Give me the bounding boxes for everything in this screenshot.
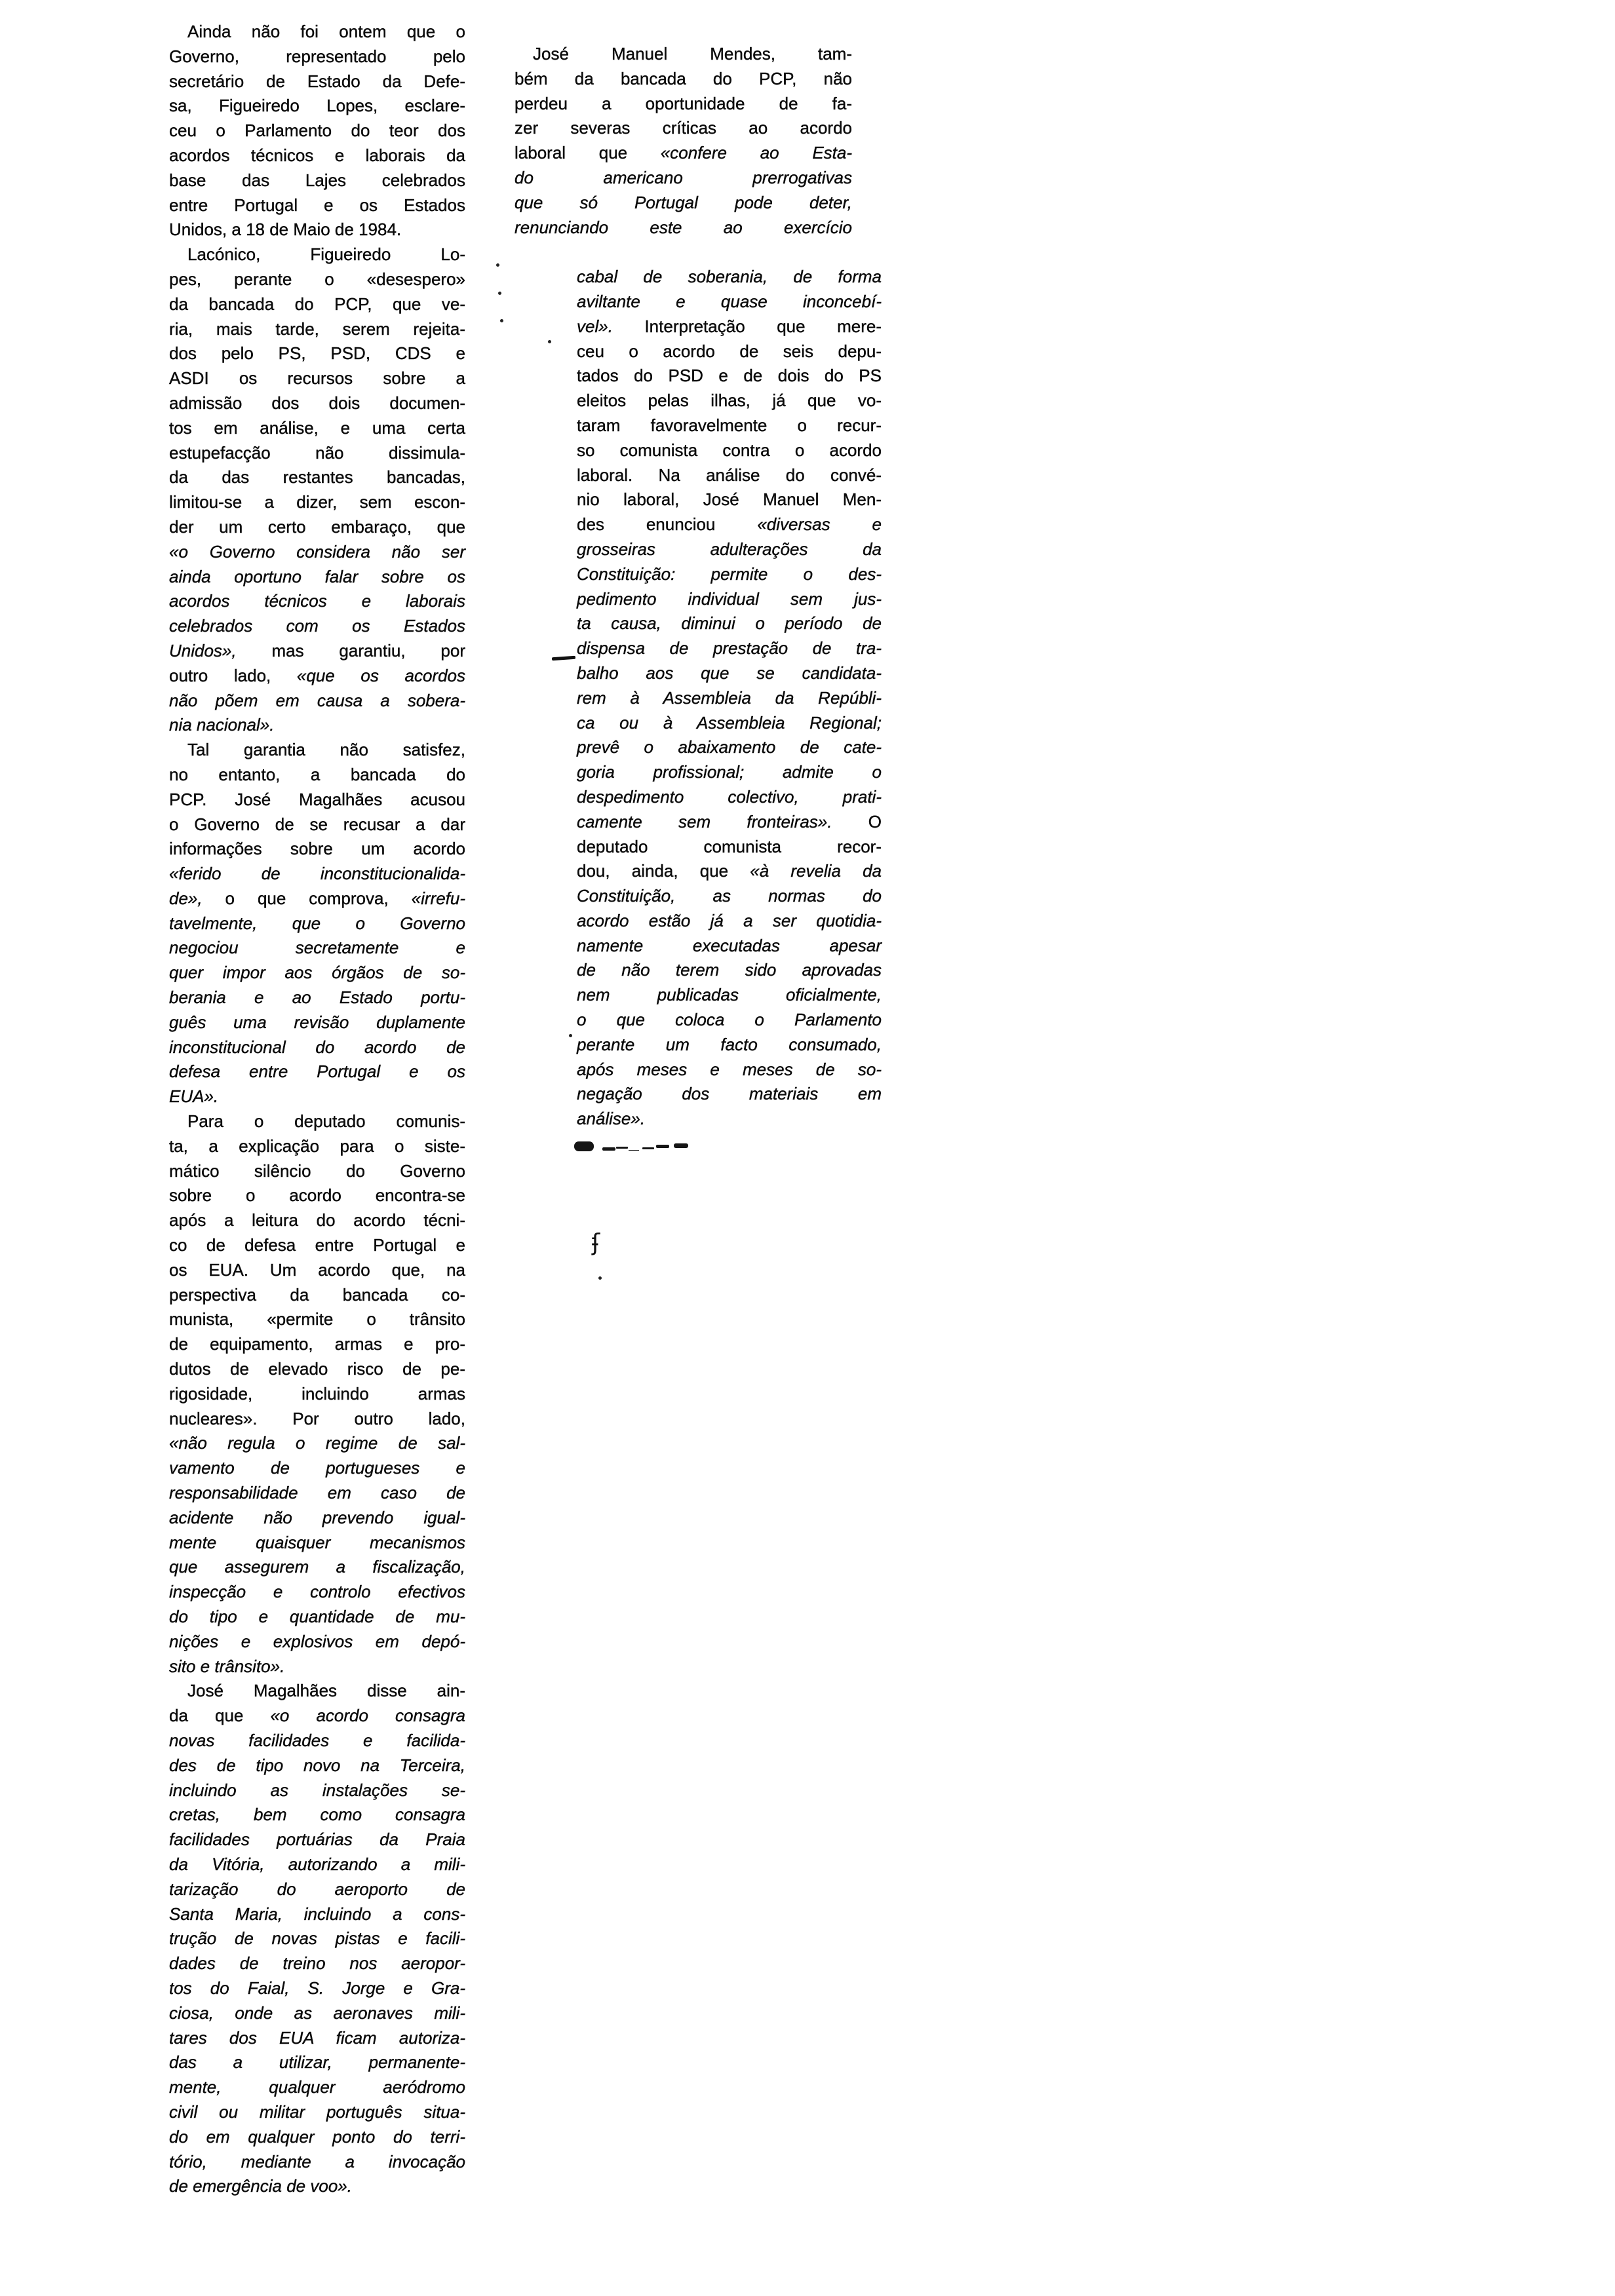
article-line	[169, 1877, 465, 1902]
article-line	[515, 67, 852, 92]
quoted-text: «irrefu-	[411, 888, 465, 908]
quoted-text: nem publicadas oficialmente,	[577, 985, 882, 1005]
paragraph	[169, 242, 465, 738]
article-line	[169, 961, 465, 985]
article-line	[577, 611, 882, 636]
body-text: so comunista contra o acordo	[577, 440, 882, 460]
quoted-text: renunciando este ao exercício	[515, 217, 852, 237]
article-line	[515, 191, 852, 216]
article-line	[169, 45, 465, 69]
quoted-text: o que coloca o Parlamento	[577, 1010, 882, 1030]
article-line	[169, 465, 465, 490]
body-text: base das Lajes celebrados	[169, 170, 465, 190]
article-line	[169, 763, 465, 788]
article-line	[169, 1655, 465, 1679]
article-line	[169, 862, 465, 887]
article-line	[169, 1357, 465, 1382]
article-line	[169, 2001, 465, 2026]
paragraph	[169, 1679, 465, 2199]
body-text: laboral que	[515, 143, 661, 163]
article-line	[169, 1035, 465, 1060]
quoted-text: «que os acordos	[296, 665, 465, 685]
body-text: da que	[169, 1706, 271, 1726]
quoted-text: acordo estão já a ser quotidia-	[577, 910, 882, 930]
article-line	[577, 859, 882, 884]
article-line	[577, 413, 882, 438]
body-text: no entanto, a bancada do	[169, 764, 465, 784]
article-line	[169, 168, 465, 193]
body-text: dos pelo PS, PSD, CDS e	[169, 343, 465, 364]
body-text: da bancada do PCP, que ve-	[169, 294, 465, 314]
article-line	[577, 884, 882, 909]
article-line	[169, 416, 465, 441]
article-line	[169, 614, 465, 639]
body-text: mático silêncio do Governo	[169, 1160, 465, 1181]
body-text: Tal garantia não satisfez,	[187, 740, 465, 760]
scan-speck	[498, 292, 501, 295]
quoted-text: Unidos»,	[169, 640, 237, 660]
article-line	[169, 911, 465, 936]
body-text: co de defesa entre Portugal e	[169, 1235, 465, 1255]
article-line	[515, 116, 852, 141]
article-line	[169, 1084, 465, 1109]
quoted-text: análise».	[577, 1109, 646, 1129]
article-line	[169, 2125, 465, 2150]
quoted-text: «confere ao Esta-	[660, 143, 852, 163]
article-line	[169, 1506, 465, 1531]
quoted-text: dispensa de prestação de tra-	[577, 638, 882, 659]
body-text: nio laboral, José Manuel Men-	[577, 489, 882, 510]
article-line	[577, 760, 882, 785]
quoted-text: inspecção e controlo efectivos	[169, 1582, 465, 1602]
article-line	[169, 1159, 465, 1184]
article-line	[515, 166, 852, 191]
quoted-text: «não regula o regime de sal-	[169, 1433, 465, 1453]
article-line	[169, 1307, 465, 1332]
article-line	[169, 1109, 465, 1134]
quoted-text: responsabilidade em caso de	[169, 1483, 465, 1503]
article-line	[515, 216, 852, 240]
quoted-text: tos do Faial, S. Jorge e Gra-	[169, 1978, 465, 1998]
article-line	[577, 562, 882, 587]
article-line	[169, 267, 465, 292]
article-line	[169, 1951, 465, 1976]
quoted-text: tavelmente, que o Governo	[169, 913, 465, 933]
article-line	[577, 364, 882, 389]
article-line	[169, 119, 465, 144]
article-line	[169, 441, 465, 466]
article-line	[169, 689, 465, 714]
paragraph	[169, 20, 465, 242]
quoted-text: que só Portugal pode deter,	[515, 192, 852, 212]
article-line	[577, 785, 882, 810]
body-text: Unidos, a 18 de Maio de 1984.	[169, 220, 402, 240]
article-line	[169, 2050, 465, 2075]
body-text: da das restantes bancadas,	[169, 467, 465, 488]
article-line	[169, 1555, 465, 1580]
article-line	[577, 339, 882, 364]
article-line	[169, 20, 465, 45]
article-line	[169, 490, 465, 515]
quoted-text: des de tipo novo na Terceira,	[169, 1755, 465, 1775]
article-line	[169, 1233, 465, 1258]
body-text: o Governo de se recusar a dar	[169, 814, 465, 834]
quoted-text: «à revelia da	[750, 861, 882, 881]
quoted-text: dades de treino nos aeropor-	[169, 1953, 465, 1974]
quoted-text: vamento de portugueses e	[169, 1458, 465, 1478]
quoted-text: ainda oportuno falar sobre os	[169, 566, 465, 586]
article-line	[169, 1729, 465, 1753]
scan-speck	[548, 340, 551, 343]
body-text: dutos de elevado risco de pe-	[169, 1359, 465, 1379]
article-line	[577, 315, 882, 339]
article-line	[169, 1258, 465, 1283]
quoted-text: guês uma revisão duplamente	[169, 1012, 465, 1032]
article-line	[169, 887, 465, 911]
article-line	[169, 1183, 465, 1208]
quoted-text: das a utilizar, permanente-	[169, 2052, 465, 2073]
quoted-text: «o Governo considera não ser	[169, 541, 465, 562]
quoted-text: «ferido de inconstitucionalida-	[169, 864, 465, 884]
quoted-text: de»,	[169, 888, 203, 908]
article-line	[169, 1580, 465, 1605]
article-line	[577, 1058, 882, 1082]
article-line	[577, 1107, 882, 1132]
scan-speck	[569, 1034, 572, 1037]
article-line	[169, 1332, 465, 1357]
article-line	[169, 985, 465, 1010]
article-line	[169, 1976, 465, 2001]
article-column-2	[515, 42, 882, 1132]
article-line	[169, 317, 465, 342]
article-line	[577, 661, 882, 686]
quoted-text: defesa entre Portugal e os	[169, 1062, 465, 1082]
quoted-text: não põem em causa a sobera-	[169, 690, 465, 710]
article-line	[169, 2026, 465, 2051]
article-line	[577, 636, 882, 661]
article-line	[169, 1134, 465, 1159]
body-text: Ainda não foi ontem que o	[187, 22, 465, 41]
article-line	[169, 2174, 465, 2199]
article-line	[577, 463, 882, 488]
article-line	[169, 391, 465, 416]
article-line	[577, 1033, 882, 1058]
article-line	[169, 1208, 465, 1233]
body-text: entre Portugal e os Estados	[169, 195, 465, 215]
body-text: perdeu a oportunidade de fa-	[515, 93, 852, 113]
article-line	[169, 2100, 465, 2125]
article-line	[515, 141, 852, 166]
article-line	[169, 837, 465, 862]
quoted-text: goria profissional; admite o	[577, 762, 882, 782]
article-line	[169, 738, 465, 763]
quoted-text: pedimento individual sem jus-	[577, 588, 882, 609]
article-column-1	[169, 20, 465, 2199]
quoted-text: do tipo e quantidade de mu-	[169, 1607, 465, 1626]
body-text: des enunciou	[577, 514, 758, 535]
quoted-text: acidente não prevendo igual-	[169, 1507, 465, 1527]
quoted-text: «o acordo consagra	[270, 1706, 466, 1726]
article-line	[169, 1803, 465, 1827]
quoted-text: despedimento colectivo, prati-	[577, 786, 882, 807]
body-text: bém da bancada do PCP, não	[515, 68, 852, 88]
quoted-text: incluindo as instalações se-	[169, 1780, 465, 1800]
article-line	[577, 735, 882, 760]
quoted-text: tarização do aeroporto de	[169, 1879, 465, 1899]
body-text: Governo, representado pelo	[169, 46, 465, 66]
article-line	[169, 69, 465, 94]
body-text: admissão dos dois documen-	[169, 392, 465, 413]
article-line	[577, 711, 882, 736]
article-line	[169, 713, 465, 738]
article-line	[577, 438, 882, 463]
article-line	[169, 1407, 465, 1432]
article-line	[169, 1010, 465, 1035]
scan-speck	[496, 263, 499, 267]
body-text: deputado comunista recor-	[577, 836, 882, 856]
body-text: perspectiva da bancada co-	[169, 1284, 465, 1305]
paragraph	[169, 738, 465, 1109]
scan-speck	[598, 1276, 602, 1280]
body-text: Para o deputado comunis-	[187, 1111, 465, 1132]
body-text: nucleares». Por outro lado,	[169, 1408, 465, 1428]
article-line	[169, 1827, 465, 1852]
article-line	[577, 389, 882, 413]
quoted-text: balho aos que se candidata-	[577, 662, 882, 683]
body-text: após a leitura do acordo técni-	[169, 1210, 465, 1231]
article-line	[169, 813, 465, 837]
article-line	[169, 144, 465, 168]
body-text: rigosidade, incluindo armas	[169, 1383, 465, 1404]
quoted-text: novas facilidades e facilida-	[169, 1730, 465, 1750]
body-text: sobre o acordo encontra-se	[169, 1185, 465, 1206]
article-line	[169, 1852, 465, 1877]
quoted-text: de emergência de voo».	[169, 2176, 352, 2196]
article-line	[169, 193, 465, 218]
quoted-text: aviltante e quase inconcebí-	[577, 291, 882, 311]
quoted-text: ciosa, onde as aeronaves mili-	[169, 2002, 465, 2023]
quoted-text: grosseiras adulterações da	[577, 539, 882, 559]
body-text: José Manuel Mendes, tam-	[533, 44, 852, 64]
article-line	[169, 2150, 465, 2175]
article-line	[169, 936, 465, 961]
body-text: laboral. Na análise do convé-	[577, 465, 882, 485]
quoted-text: cretas, bem como consagra	[169, 1805, 465, 1825]
body-text: limitou-se a dizer, sem escon-	[169, 492, 465, 512]
quoted-text: cabal de soberania, de forma	[577, 267, 882, 287]
article-line	[169, 2075, 465, 2100]
quoted-text: ta causa, diminui o período de	[577, 613, 882, 634]
body-text: ceu o acordo de seis depu-	[577, 341, 882, 361]
quoted-text: rem à Assembleia da Repúbli-	[577, 687, 882, 708]
quoted-text: nições e explosivos em depó-	[169, 1631, 465, 1651]
article-line	[169, 366, 465, 391]
body-text: acordos técnicos e laborais da	[169, 145, 465, 165]
quoted-text: Santa Maria, incluindo a cons-	[169, 1904, 465, 1924]
body-text: sa, Figueiredo Lopes, esclare-	[169, 96, 465, 116]
article-line	[169, 515, 465, 540]
article-line	[169, 1431, 465, 1456]
article-line	[169, 292, 465, 317]
quoted-text: acordos técnicos e laborais	[169, 591, 465, 611]
article-line	[169, 242, 465, 267]
quoted-text: tares dos EUA ficam autoriza-	[169, 2027, 465, 2048]
article-line	[169, 94, 465, 119]
quoted-text: Constituição: permite o des-	[577, 564, 882, 584]
body-text: ceu o Parlamento do teor dos	[169, 121, 465, 141]
body-text: dou, ainda, que	[577, 861, 750, 881]
body-text: zer severas críticas ao acordo	[515, 118, 852, 138]
article-line	[577, 934, 882, 959]
body-text: José Magalhães disse ain-	[187, 1681, 465, 1701]
quoted-text: civil ou militar português situa-	[169, 2101, 465, 2122]
body-text: secretário de Estado da Defe-	[169, 71, 465, 91]
article-line	[577, 512, 882, 537]
article-line	[577, 587, 882, 612]
quoted-text: do americano prerrogativas	[515, 167, 852, 187]
quoted-text: sito e trânsito».	[169, 1656, 285, 1676]
article-line	[577, 958, 882, 983]
article-line	[577, 1082, 882, 1107]
article-line	[169, 1630, 465, 1655]
article-line	[577, 265, 882, 290]
quoted-text: Constituição, as normas do	[577, 886, 882, 906]
quoted-text: EUA».	[169, 1086, 219, 1107]
quoted-text: namente executadas apesar	[577, 935, 882, 955]
quoted-text: mente, qualquer aeródromo	[169, 2077, 465, 2097]
body-text: taram favoravelmente o recur-	[577, 415, 882, 435]
article-line	[169, 1382, 465, 1407]
article-line	[515, 42, 852, 67]
quoted-text: ca ou à Assembleia Regional;	[577, 712, 882, 733]
body-text: Lacónico, Figueiredo Lo-	[187, 244, 465, 265]
article-line	[577, 686, 882, 711]
quoted-text: inconstitucional do acordo de	[169, 1037, 465, 1057]
quoted-text: celebrados com os Estados	[169, 616, 465, 636]
article-line	[169, 1926, 465, 1951]
article-line	[169, 1902, 465, 1927]
article-line	[169, 788, 465, 813]
article-line	[169, 1481, 465, 1506]
body-text: tos em análise, e uma certa	[169, 417, 465, 438]
quoted-text: do em qualquer ponto do terri-	[169, 2126, 465, 2147]
quoted-text: da Vitória, autorizando a mili-	[169, 1854, 465, 1874]
paragraph-gap	[515, 240, 852, 265]
article-line	[169, 1778, 465, 1803]
article-line	[577, 810, 882, 835]
quoted-text: berania e ao Estado portu-	[169, 987, 465, 1008]
quoted-text: vel».	[577, 316, 613, 336]
body-text: tados do PSD e de dois do PS	[577, 366, 882, 386]
quoted-text: após meses e meses de so-	[577, 1059, 882, 1079]
article-line	[577, 983, 882, 1008]
quoted-text: camente sem fronteiras».	[577, 811, 832, 832]
body-text: estupefacção não dissimula-	[169, 442, 465, 463]
body-text: o que comprova,	[202, 888, 412, 908]
quoted-text: «diversas e	[757, 514, 882, 535]
body-text: pes, perante o «desespero»	[169, 269, 465, 289]
article-line	[577, 835, 882, 860]
body-text: PCP. José Magalhães acusou	[169, 789, 465, 809]
paragraph	[169, 1109, 465, 1679]
article-line	[169, 1605, 465, 1630]
body-text: O	[832, 811, 882, 832]
quoted-text: perante um facto consumado,	[577, 1034, 882, 1054]
quoted-text: nia nacional».	[169, 715, 275, 735]
article-line	[577, 290, 882, 315]
body-text: der um certo embaraço, que	[169, 516, 465, 537]
article-line	[169, 589, 465, 614]
body-text: ASDI os recursos sobre a	[169, 368, 465, 389]
quoted-text: tório, mediante a invocação	[169, 2151, 465, 2172]
article-line	[169, 1679, 465, 1704]
body-text: outro lado,	[169, 665, 297, 685]
quoted-text: mente quaisquer mecanismos	[169, 1532, 465, 1552]
article-line	[169, 664, 465, 689]
article-line	[169, 540, 465, 565]
article-line	[169, 1753, 465, 1778]
body-text: Interpretação que mere-	[612, 316, 882, 336]
article-line	[169, 565, 465, 590]
body-text: ria, mais tarde, serem rejeita-	[169, 318, 465, 339]
body-text: ta, a explicação para o siste-	[169, 1136, 465, 1156]
article-line	[169, 1456, 465, 1481]
quoted-text: negação dos materiais em	[577, 1084, 882, 1104]
body-text: eleitos pelas ilhas, já que vo-	[577, 391, 882, 411]
paragraph	[515, 42, 852, 240]
body-text: os EUA. Um acordo que, na	[169, 1259, 465, 1280]
body-text: informações sobre um acordo	[169, 839, 465, 859]
scan-speck	[500, 319, 503, 322]
article-line	[169, 218, 465, 242]
body-text: mas garantiu, por	[236, 640, 465, 660]
article-line	[169, 341, 465, 366]
article-line	[169, 1283, 465, 1308]
article-line	[169, 1704, 465, 1729]
article-line	[577, 1008, 882, 1033]
quoted-text: que assegurem a fiscalização,	[169, 1557, 465, 1577]
quoted-text: de não terem sido aprovadas	[577, 960, 882, 980]
article-line	[577, 909, 882, 934]
article-line	[169, 639, 465, 664]
article-line	[169, 1531, 465, 1556]
body-text: de equipamento, armas e pro-	[169, 1334, 465, 1354]
article-line	[577, 488, 882, 512]
article-line	[515, 92, 852, 117]
quoted-text: quer impor aos órgãos de so-	[169, 963, 465, 983]
ink-smudge	[574, 1141, 594, 1151]
quoted-text: trução de novas pistas e facili-	[169, 1928, 465, 1949]
indented-quote-block	[577, 265, 882, 1132]
body-text: munista, «permite o trânsito	[169, 1309, 465, 1330]
article-line	[169, 1060, 465, 1084]
quoted-text: prevê o abaixamento de cate-	[577, 737, 882, 757]
quoted-text: facilidades portuárias da Praia	[169, 1829, 465, 1850]
article-line	[577, 537, 882, 562]
pen-squiggle: ʄ	[592, 1229, 600, 1256]
quoted-text: negociou secretamente e	[169, 938, 465, 958]
